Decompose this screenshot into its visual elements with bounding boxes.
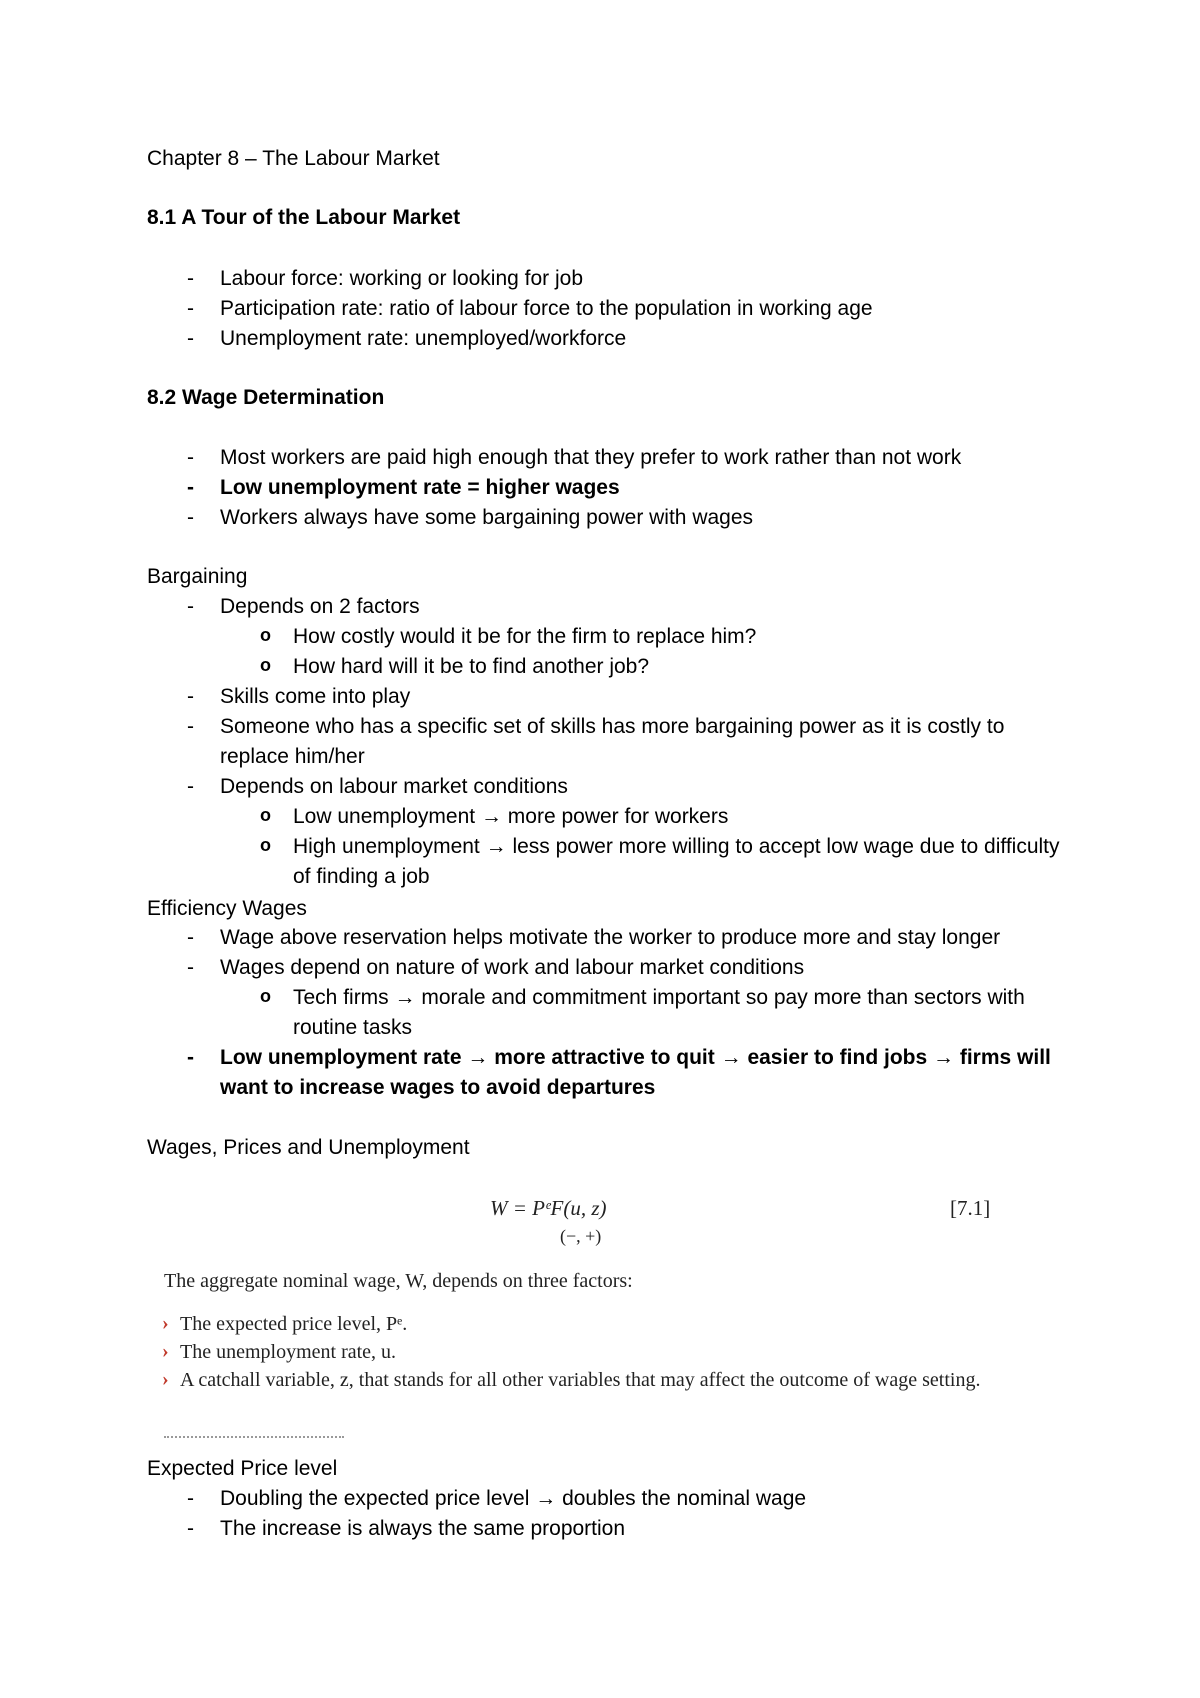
excerpt-factor: › The unemployment rate, u.: [160, 1338, 990, 1366]
cropped-line: [164, 1436, 344, 1444]
arrow-icon: →: [485, 835, 507, 858]
list-item-bold: [147, 1043, 1077, 1103]
excerpt-factor: › A catchall variable, z, that stands for all other variables that may affect the outcome of wage setting.: [160, 1366, 990, 1394]
sub-item-text: Low unemployment: [293, 805, 476, 828]
sub-item-text: morale and commitment important so pay more than sectors with routine tasks: [293, 986, 1025, 1039]
expected-price-heading: Expected Price level: [147, 1457, 338, 1480]
list-item: - The increase is always the same proportion: [147, 1514, 1077, 1544]
list-item-text: more attractive to quit: [494, 1046, 715, 1069]
arrow-icon: →: [535, 1487, 557, 1510]
list-item-text: Low unemployment rate: [220, 1046, 462, 1069]
list-item-text: Depends on labour market conditions: [220, 775, 568, 798]
list-item: - Participation rate: ratio of labour force to the population in working age: [147, 294, 1077, 324]
excerpt-factor: › The expected price level, Pᵉ.: [160, 1310, 990, 1338]
list-item: - Someone who has a specific set of skills has more bargaining power as it is costly to replace him/her: [147, 712, 1077, 772]
arrow-icon: →: [467, 1046, 489, 1069]
chapter-title: Chapter 8 – The Labour Market: [147, 147, 440, 170]
sub-item-text: High unemployment: [293, 835, 480, 858]
sub-item-text: Tech firms: [293, 986, 389, 1009]
equation-number: [7.1]: [950, 1196, 991, 1220]
efficiency-wages-heading: Efficiency Wages: [147, 897, 307, 920]
list-item: - Wage above reservation helps motivate the worker to produce more and stay longer: [147, 923, 1077, 953]
bargaining-list: [147, 592, 1077, 892]
list-item-text: Wages depend on nature of work and labour market conditions: [220, 956, 805, 979]
sub-item: [220, 983, 1077, 1043]
excerpt-intro: The aggregate nominal wage, W, depends on three factors:: [164, 1270, 633, 1292]
list-item: [147, 772, 1077, 892]
excerpt-factor-list: [160, 1310, 990, 1394]
sub-item: [220, 802, 1077, 832]
sub-list: [220, 802, 1077, 892]
sub-item-text: less power more willing to accept low wage due to difficulty of finding a job: [293, 835, 1060, 888]
efficiency-wages-list: [147, 923, 1077, 1103]
list-item-text: firms will want to increase wages to avoid departures: [220, 1046, 1051, 1099]
list-item-text: easier to find jobs: [747, 1046, 928, 1069]
sub-item: o How costly would it be for the firm to replace him?: [220, 622, 1077, 652]
wage-equation: W = PᵉF(u, z): [490, 1196, 607, 1220]
list-item: - Unemployment rate: unemployed/workforce: [147, 324, 1077, 354]
arrow-icon: →: [480, 805, 502, 828]
arrow-icon: →: [933, 1046, 954, 1069]
expected-price-list: [147, 1484, 1077, 1544]
list-item: [147, 592, 1077, 682]
list-item-bold: - Low unemployment rate = higher wages: [147, 473, 1077, 503]
list-item-text: Doubling the expected price level: [220, 1487, 530, 1510]
section-8-1-heading: 8.1 A Tour of the Labour Market: [147, 206, 461, 229]
wages-prices-heading: Wages, Prices and Unemployment: [147, 1136, 470, 1159]
list-item: - Skills come into play: [147, 682, 1077, 712]
arrow-icon: →: [720, 1046, 742, 1069]
textbook-excerpt-image: [160, 1186, 1020, 1444]
list-item: [147, 953, 1077, 1043]
arrow-icon: →: [394, 986, 416, 1009]
bargaining-heading: Bargaining: [147, 565, 248, 588]
section-8-1-list: [147, 264, 1077, 354]
sub-item: [220, 832, 1077, 892]
sub-item-text: more power for workers: [507, 805, 729, 828]
sub-item: o How hard will it be to find another job?: [220, 652, 1077, 682]
list-item-text: Depends on 2 factors: [220, 595, 420, 618]
sub-list: [220, 622, 1077, 682]
list-item: - Labour force: working or looking for job: [147, 264, 1077, 294]
list-item: - Workers always have some bargaining power with wages: [147, 503, 1077, 533]
section-8-2-heading: 8.2 Wage Determination: [147, 386, 385, 409]
section-8-2-list: [147, 443, 1077, 533]
sub-list: [220, 983, 1077, 1043]
list-item: - Most workers are paid high enough that they prefer to work rather than not work: [147, 443, 1077, 473]
list-item: [147, 1484, 1077, 1514]
list-item-text: doubles the nominal wage: [562, 1487, 807, 1510]
equation-signs: (−, +): [560, 1226, 602, 1246]
